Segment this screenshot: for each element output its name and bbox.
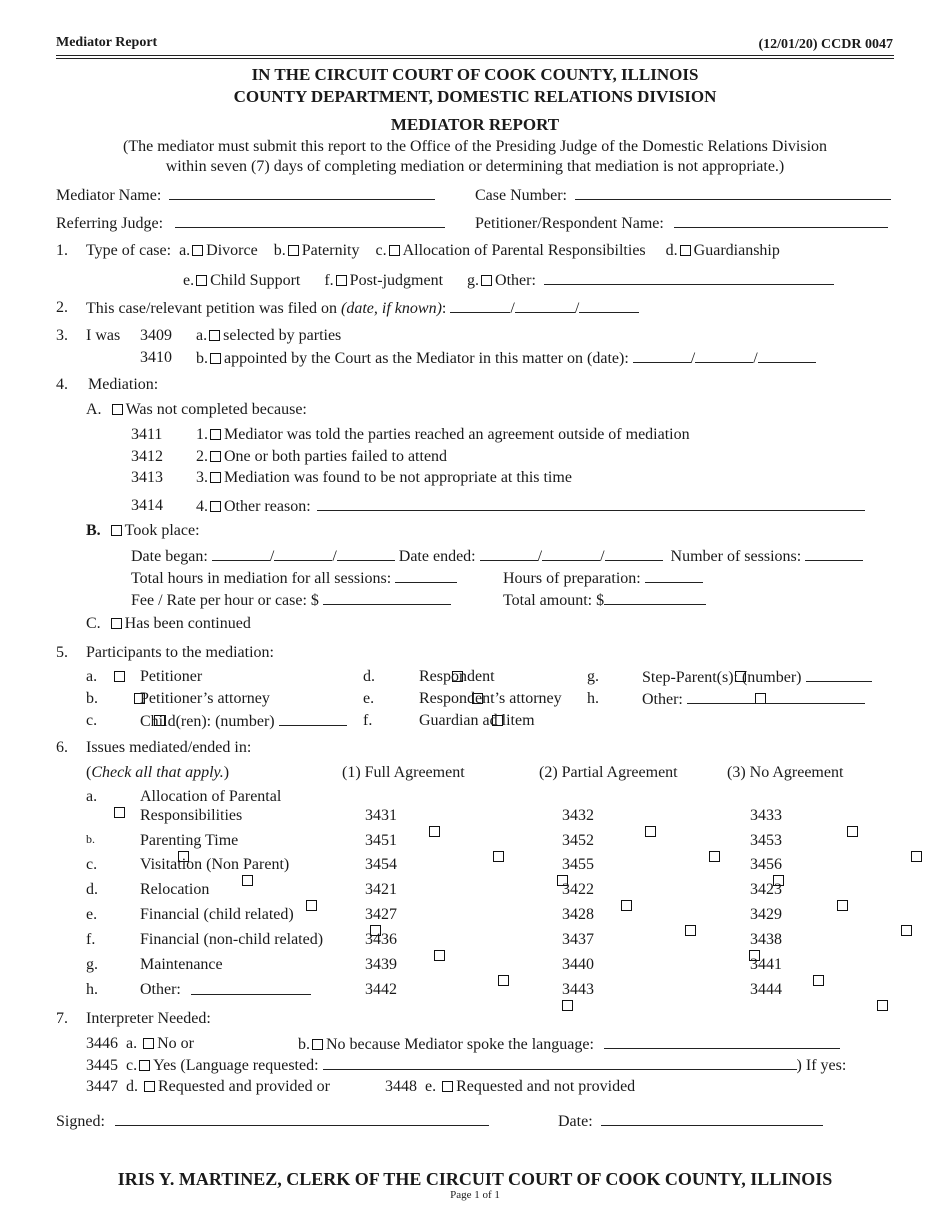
fee-row — [131, 592, 451, 609]
took-place-row — [86, 523, 200, 539]
yes-interpreter-label: Yes (Language requested: — [153, 1057, 319, 1074]
option-letter: B. — [86, 522, 101, 539]
interpreter-row-3 — [86, 1079, 330, 1095]
prep-hours-row — [503, 570, 703, 587]
other-case-field[interactable] — [544, 272, 834, 285]
issue-checkbox[interactable] — [434, 950, 445, 961]
code: 3410 — [140, 349, 172, 366]
full-agreement-checkbox[interactable] — [429, 826, 440, 837]
no-code: 3433 — [750, 807, 782, 824]
total-hours-field[interactable] — [395, 570, 457, 583]
partial-code: 3428 — [562, 906, 594, 923]
option-letter: b. — [196, 350, 208, 367]
child-support-checkbox[interactable] — [196, 275, 207, 286]
section-1-number: 1. — [56, 242, 68, 259]
petitioner-attorney-label: Petitioner’s attorney — [140, 690, 270, 707]
reason-3-checkbox[interactable] — [210, 472, 221, 483]
section-1-row-1 — [86, 243, 780, 259]
yes-interpreter-checkbox[interactable] — [139, 1060, 150, 1071]
prep-hours-label: Hours of preparation: — [503, 570, 641, 587]
full-agreement-checkbox[interactable] — [877, 1000, 888, 1011]
signature-date-field[interactable] — [601, 1113, 823, 1126]
guardianship-checkbox[interactable] — [680, 245, 691, 256]
appointed-by-court-checkbox[interactable] — [210, 353, 221, 364]
issue-label: Visitation (Non Parent) — [140, 856, 290, 873]
no-code: 3456 — [750, 856, 782, 873]
full-code: 3439 — [365, 956, 397, 973]
fee-label: Fee / Rate per hour or case: $ — [131, 592, 319, 609]
signed-row — [56, 1113, 489, 1130]
other-case-label: Other: — [495, 272, 536, 289]
total-hours-row — [131, 570, 457, 587]
paternity-checkbox[interactable] — [288, 245, 299, 256]
partial-code: 3440 — [562, 956, 594, 973]
section-2-row: This case/relevant petition was filed on (date, if known): / / — [86, 300, 639, 317]
total-hours-label: Total hours in mediation for all sessions: — [131, 570, 392, 587]
option-letter: a. — [126, 1035, 138, 1052]
partial-code: 3455 — [562, 856, 594, 873]
participants-label: Participants to the mediation: — [86, 644, 274, 661]
no-code: 3423 — [750, 881, 782, 898]
children-label: Child(ren): (number) — [140, 713, 275, 730]
selected-row — [196, 328, 341, 344]
full-agreement-checkbox[interactable] — [493, 851, 504, 862]
signature-field[interactable] — [115, 1113, 489, 1126]
code: 3446 — [86, 1035, 118, 1052]
total-amount-row — [503, 592, 706, 609]
reason-number: 2. — [196, 448, 208, 465]
other-participant-label: Other: — [642, 691, 683, 708]
appointed-month-field[interactable] — [633, 350, 691, 363]
respondent-label: Respondent — [419, 668, 495, 685]
divorce-checkbox[interactable] — [192, 245, 203, 256]
not-completed-row — [86, 402, 307, 418]
section-7-number: 7. — [56, 1010, 68, 1027]
instruction-line-1: (The mediator must submit this report to the Office of the Presiding Judge of the Domestic Relations Division — [122, 138, 828, 155]
step-parent-label: Step-Parent(s): (number) — [642, 669, 802, 686]
interpreter-row-1 — [86, 1036, 194, 1052]
appointed-by-court-label: appointed by the Court as the Mediator in this matter on (date): — [224, 350, 629, 367]
interpreter-row-2 — [86, 1057, 846, 1074]
no-code: 3441 — [750, 956, 782, 973]
total-amount-field[interactable] — [604, 592, 706, 605]
date-row — [558, 1113, 823, 1130]
option-letter: a. — [179, 242, 191, 259]
no-code: 3438 — [750, 931, 782, 948]
issue-checkbox[interactable] — [306, 900, 317, 911]
partial-agreement-checkbox[interactable] — [837, 900, 848, 911]
option-letter: c. — [126, 1057, 138, 1074]
dates-row: Date began: / / Date ended: / / Number of sessions: — [131, 548, 863, 565]
reason-3-row — [196, 470, 572, 486]
appointed-row: b. appointed by the Court as the Mediator in this matter on (date): / / — [196, 350, 816, 367]
sessions-label: Number of sessions: — [670, 548, 802, 565]
post-judgment-label: Post-judgment — [349, 272, 444, 289]
not-provided-label: Requested and not provided — [456, 1078, 636, 1095]
children-number-field[interactable] — [279, 713, 347, 726]
provided-checkbox[interactable] — [144, 1081, 155, 1092]
interpreter-row-3b — [385, 1079, 635, 1095]
appointed-day-field[interactable] — [695, 350, 753, 363]
full-code: 3427 — [365, 906, 397, 923]
ended-day-field[interactable] — [542, 548, 600, 561]
filed-year-field[interactable] — [579, 300, 639, 313]
partial-code: 3452 — [562, 832, 594, 849]
mediator-spoke-label: No because Mediator spoke the language: — [326, 1036, 594, 1053]
date-began-label: Date began: — [131, 548, 208, 565]
partial-agreement-checkbox[interactable] — [645, 826, 656, 837]
reason-number: 1. — [196, 426, 208, 443]
reason-2-label: One or both parties failed to attend — [224, 448, 448, 465]
began-year-field[interactable] — [337, 548, 395, 561]
continued-row — [86, 616, 251, 632]
col-partial-agreement: (2) Partial Agreement — [539, 764, 678, 781]
not-provided-checkbox[interactable] — [442, 1081, 453, 1092]
issue-letter: f. — [86, 931, 96, 948]
issue-letter: c. — [86, 856, 98, 873]
continued-label: Has been continued — [124, 615, 251, 632]
reason-4-label: Other reason: — [224, 498, 311, 515]
referring-judge-label: Referring Judge: — [56, 215, 164, 232]
check-all-note: (Check all that apply.) — [86, 764, 230, 781]
respondent-attorney-label: Respondent’s attorney — [419, 690, 562, 707]
partial-code: 3432 — [562, 807, 594, 824]
mediator-language-field[interactable] — [604, 1036, 840, 1049]
no-code: 3453 — [750, 832, 782, 849]
full-agreement-checkbox[interactable] — [621, 900, 632, 911]
form-code: (12/01/20) CCDR 0047 — [758, 37, 893, 52]
option-letter: C. — [86, 615, 101, 632]
petitioner-checkbox[interactable] — [114, 671, 125, 682]
case-number-row — [475, 187, 891, 204]
no-agreement-checkbox[interactable] — [911, 851, 922, 862]
prep-hours-field[interactable] — [645, 570, 703, 583]
section-1-row-2 — [183, 272, 834, 289]
not-completed-checkbox[interactable] — [112, 404, 123, 415]
allocation-label: Allocation of Parental Responsibilties — [402, 242, 646, 259]
case-number-label: Case Number: — [475, 187, 567, 204]
full-code: 3436 — [365, 931, 397, 948]
participant-letter: g. — [587, 668, 599, 685]
no-interpreter-label: No or — [157, 1035, 194, 1052]
issue-label: Financial (child related) — [140, 906, 294, 923]
petitioner-respondent-field[interactable] — [674, 215, 888, 228]
issue-letter: d. — [86, 881, 98, 898]
other-participant-row — [642, 691, 865, 708]
mediator-name-label: Mediator Name: — [56, 187, 162, 204]
issue-label: Relocation — [140, 881, 210, 898]
participant-letter: f. — [363, 712, 373, 729]
provided-label: Requested and provided or — [158, 1078, 330, 1095]
total-amount-label: Total amount: $ — [503, 592, 605, 609]
issue-label: Financial (non-child related) — [140, 931, 324, 948]
date-hint: (date, if known) — [341, 300, 442, 317]
participant-letter: e. — [363, 690, 375, 707]
no-code: 3444 — [750, 981, 782, 998]
petitioner-respondent-row — [475, 215, 888, 232]
signed-label: Signed: — [56, 1113, 105, 1130]
issue-checkbox[interactable] — [498, 975, 509, 986]
option-letter: e. — [425, 1078, 437, 1095]
participant-letter: b. — [86, 690, 98, 707]
col-full-agreement: (1) Full Agreement — [342, 764, 465, 781]
issue-letter: b. — [86, 832, 95, 846]
ended-year-field[interactable] — [605, 548, 663, 561]
filed-day-field[interactable] — [515, 300, 575, 313]
filed-month-field[interactable] — [450, 300, 510, 313]
issue-checkbox[interactable] — [242, 875, 253, 886]
step-parent-number-field[interactable] — [806, 669, 872, 682]
reason-4-checkbox[interactable] — [210, 501, 221, 512]
section-5-number: 5. — [56, 644, 68, 661]
colon: : — [441, 300, 447, 317]
partial-code: 3422 — [562, 881, 594, 898]
began-day-field[interactable] — [274, 548, 332, 561]
form-header-title: Mediator Report — [56, 35, 158, 50]
issue-letter: e. — [86, 906, 98, 923]
allocation-checkbox[interactable] — [389, 245, 400, 256]
section-4-number: 4. — [56, 376, 68, 393]
option-letter: d. — [665, 242, 678, 259]
selected-by-parties-checkbox[interactable] — [209, 330, 220, 341]
took-place-checkbox[interactable] — [111, 525, 122, 536]
participant-letter: a. — [86, 668, 98, 685]
reason-4-row — [196, 498, 865, 515]
full-code: 3451 — [365, 832, 397, 849]
reason-code: 3414 — [131, 497, 163, 514]
header-rule-bottom — [56, 58, 894, 59]
language-requested-field[interactable] — [323, 1057, 797, 1070]
not-completed-label: Was not completed because: — [125, 401, 307, 418]
option-letter: f. — [324, 272, 334, 289]
section-6-number: 6. — [56, 739, 68, 756]
post-judgment-checkbox[interactable] — [336, 275, 347, 286]
col-no-agreement: (3) No Agreement — [727, 764, 844, 781]
code: 3409 — [140, 327, 172, 344]
other-reason-field[interactable] — [317, 498, 865, 511]
issue-label-cont: Responsibilities — [140, 807, 243, 824]
guardian-label: Guardian ad litem — [419, 712, 535, 729]
clerk-footer: IRIS Y. MARTINEZ, CLERK OF THE CIRCUIT COURT OF COOK COUNTY, ILLINOIS — [117, 1169, 833, 1189]
page-number: Page 1 of 1 — [450, 1189, 500, 1201]
reason-code: 3411 — [131, 426, 163, 443]
issue-checkbox[interactable] — [562, 1000, 573, 1011]
fee-field[interactable] — [323, 592, 451, 605]
full-code: 3421 — [365, 881, 397, 898]
issues-label: Issues mediated/ended in: — [86, 739, 252, 756]
code: 3448 — [385, 1078, 417, 1095]
issue-checkbox[interactable] — [114, 807, 125, 818]
selected-by-parties-label: selected by parties — [223, 327, 342, 344]
code: 3447 — [86, 1078, 118, 1095]
continued-checkbox[interactable] — [111, 618, 122, 629]
case-number-field[interactable] — [575, 187, 891, 200]
interpreter-row-1b — [298, 1036, 840, 1053]
partial-agreement-checkbox[interactable] — [709, 851, 720, 862]
partial-code: 3437 — [562, 931, 594, 948]
mediator-spoke-checkbox[interactable] — [312, 1039, 323, 1050]
petitioner-respondent-label: Petitioner/Respondent Name: — [475, 215, 664, 232]
option-letter: b. — [298, 1036, 310, 1053]
divorce-label: Divorce — [206, 242, 258, 259]
mediator-name-row — [56, 187, 435, 204]
petitioner-label: Petitioner — [140, 668, 203, 685]
issue-label: Other: — [140, 981, 181, 998]
sessions-field[interactable] — [805, 548, 863, 561]
other-case-checkbox[interactable] — [481, 275, 492, 286]
interpreter-label: Interpreter Needed: — [86, 1010, 211, 1027]
mediation-label: Mediation: — [88, 376, 159, 393]
date-label: Date: — [558, 1113, 593, 1130]
filed-on-label: This case/relevant petition was filed on — [86, 300, 338, 317]
reason-1-label: Mediator was told the parties reached an agreement outside of mediation — [224, 426, 690, 443]
full-code: 3442 — [365, 981, 397, 998]
header-rule-top — [56, 55, 894, 56]
option-letter: e. — [183, 272, 195, 289]
issue-letter: h. — [86, 981, 98, 998]
step-parent-row — [642, 669, 872, 686]
guardianship-label: Guardianship — [693, 242, 780, 259]
full-agreement-checkbox[interactable] — [685, 925, 696, 936]
no-agreement-checkbox[interactable] — [847, 826, 858, 837]
referring-judge-row — [56, 215, 445, 232]
took-place-label: Took place: — [124, 522, 200, 539]
child-support-label: Child Support — [210, 272, 301, 289]
issue-letter: g. — [86, 956, 98, 973]
department-title: COUNTY DEPARTMENT, DOMESTIC RELATIONS DIVISION — [233, 87, 717, 106]
date-ended-label: Date ended: — [398, 548, 476, 565]
began-month-field[interactable] — [212, 548, 270, 561]
section-3-number: 3. — [56, 327, 68, 344]
reason-code: 3413 — [131, 469, 163, 486]
children-row — [140, 713, 347, 730]
report-title: MEDIATOR REPORT — [390, 115, 560, 134]
option-letter: a. — [196, 327, 208, 344]
option-letter: b. — [273, 242, 286, 259]
check-all-text: Check all that apply. — [91, 764, 224, 781]
ended-month-field[interactable] — [480, 548, 538, 561]
mediator-name-field[interactable] — [169, 187, 435, 200]
partial-code: 3443 — [562, 981, 594, 998]
reason-1-row — [196, 427, 690, 443]
case-type-label: Type of case: — [86, 242, 172, 259]
full-code: 3454 — [365, 856, 397, 873]
code: 3445 — [86, 1057, 118, 1074]
no-code: 3429 — [750, 906, 782, 923]
section-2-number: 2. — [56, 299, 68, 316]
court-title: IN THE CIRCUIT COURT OF COOK COUNTY, ILLINOIS — [251, 65, 699, 84]
full-agreement-checkbox[interactable] — [813, 975, 824, 986]
referring-judge-field[interactable] — [175, 215, 445, 228]
if-yes-label: ) If yes: — [796, 1057, 847, 1074]
instruction-line-2: within seven (7) days of completing mediation or determining that mediation is not appropriate.) — [165, 158, 785, 175]
option-letter: d. — [126, 1078, 138, 1095]
reason-2-checkbox[interactable] — [210, 451, 221, 462]
issue-label: Parenting Time — [140, 832, 239, 849]
participant-letter: d. — [363, 668, 375, 685]
reason-1-checkbox[interactable] — [210, 429, 221, 440]
reason-2-row — [196, 449, 447, 465]
option-letter: c. — [375, 242, 387, 259]
partial-agreement-checkbox[interactable] — [901, 925, 912, 936]
issue-label: Allocation of Parental — [140, 788, 282, 805]
participant-letter: h. — [587, 690, 599, 707]
reason-number: 3. — [196, 469, 208, 486]
i-was-label: I was — [86, 327, 121, 344]
appointed-year-field[interactable] — [758, 350, 816, 363]
paternity-label: Paternity — [301, 242, 360, 259]
other-participant-field[interactable] — [687, 691, 865, 704]
other-issue-field[interactable] — [191, 982, 311, 995]
reason-code: 3412 — [131, 448, 163, 465]
option-letter: g. — [467, 272, 480, 289]
reason-number: 4. — [196, 498, 208, 515]
issue-letter: a. — [86, 788, 98, 805]
no-interpreter-checkbox[interactable] — [143, 1038, 154, 1049]
full-code: 3431 — [365, 807, 397, 824]
option-letter: A. — [86, 401, 102, 418]
participant-letter: c. — [86, 712, 98, 729]
reason-3-label: Mediation was found to be not appropriate at this time — [224, 469, 572, 486]
issue-label: Maintenance — [140, 956, 223, 973]
